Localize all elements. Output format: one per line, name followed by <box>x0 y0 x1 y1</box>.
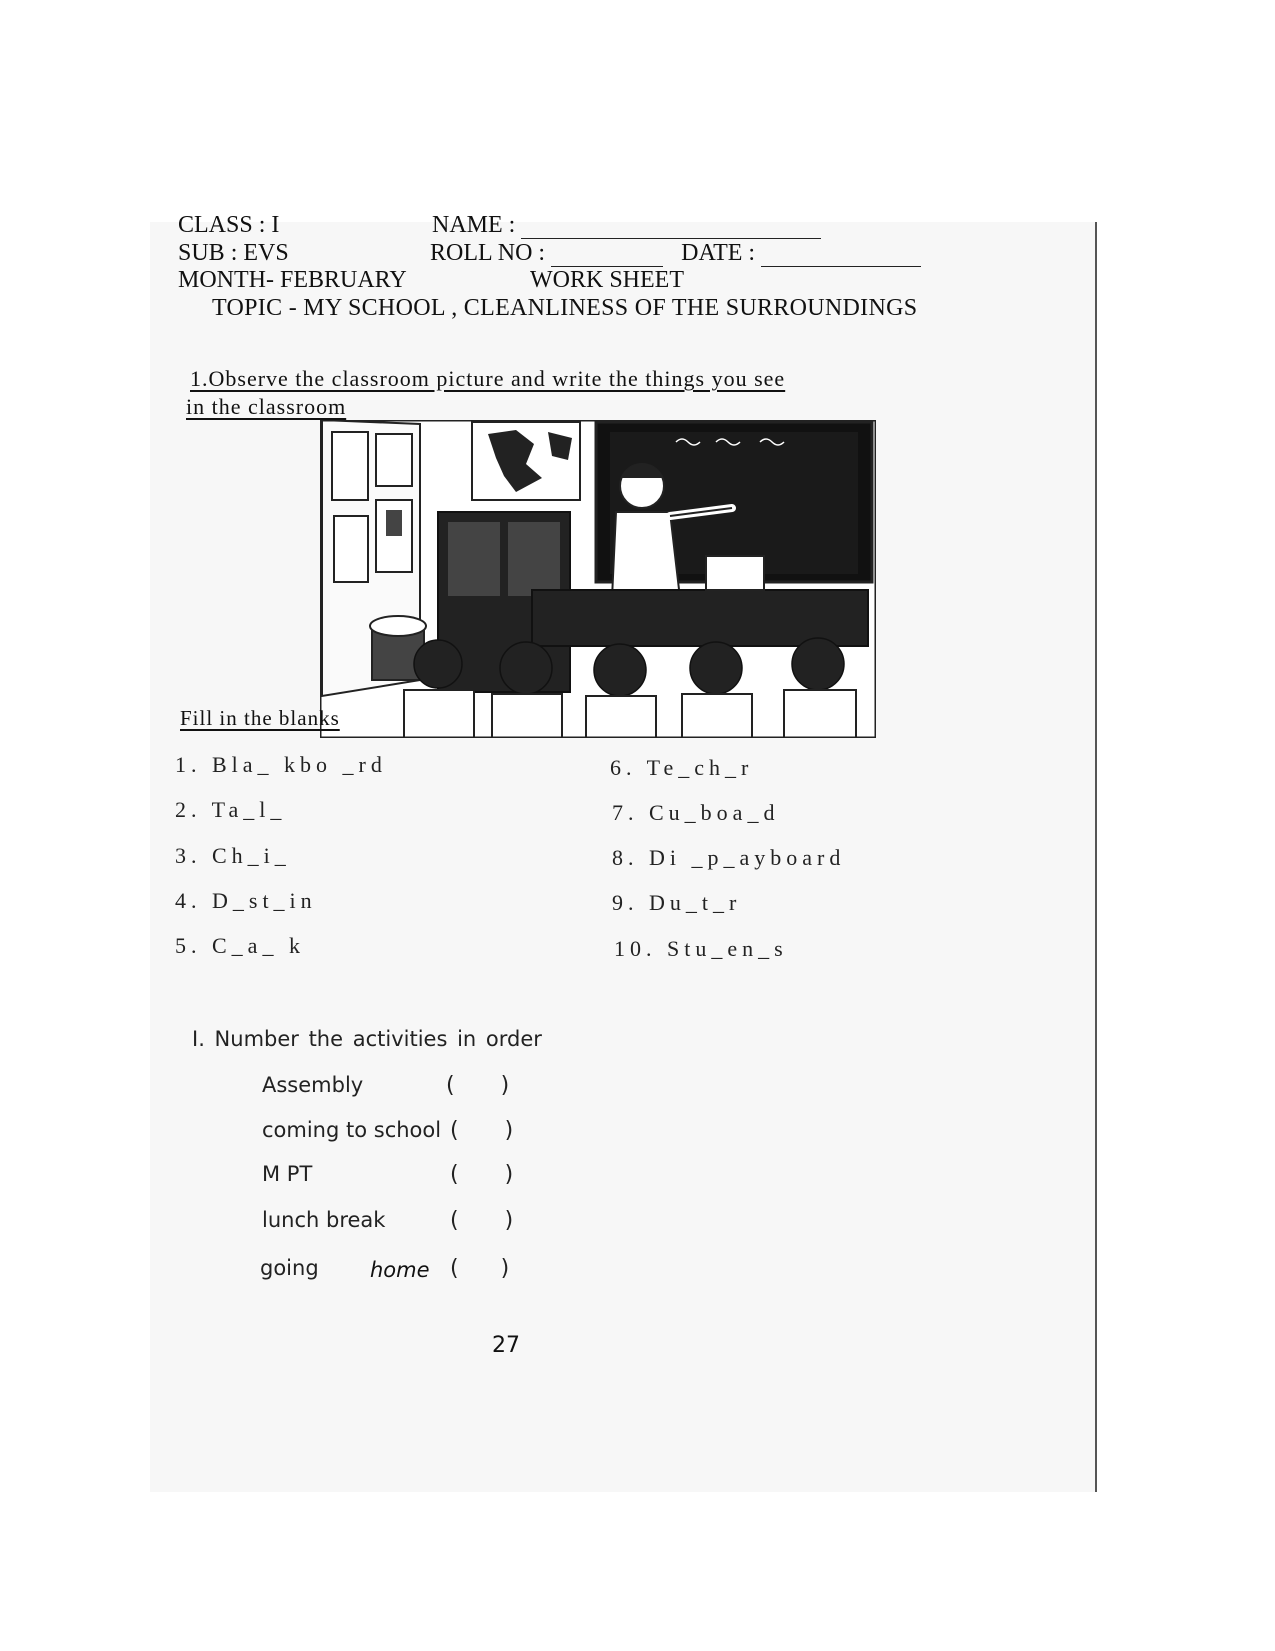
classroom-illustration <box>320 420 876 738</box>
activity-label: Assembly <box>262 1073 364 1097</box>
date-label-text: DATE : <box>681 240 756 266</box>
class-label: CLASS : I <box>178 212 280 238</box>
roll-blank[interactable] <box>551 244 663 267</box>
activity-label: coming to school <box>262 1118 442 1142</box>
paren-close: ) <box>500 1256 510 1281</box>
blank-item: 3. Ch_i_ <box>175 843 291 868</box>
answer-box[interactable] <box>450 1118 513 1143</box>
paren-close: ) <box>504 1208 514 1233</box>
name-label <box>432 212 821 239</box>
paren-open: ( <box>450 1162 459 1187</box>
worksheet-label: WORK SHEET <box>530 267 684 293</box>
answer-box[interactable] <box>446 1073 509 1098</box>
name-label-text: NAME : <box>432 212 516 238</box>
blank-item: 10. Stu_en_s <box>614 936 788 961</box>
paren-close: ) <box>504 1162 514 1187</box>
blank-item: 2. Ta_l_ <box>175 797 287 822</box>
handwritten-home: home <box>370 1258 430 1282</box>
question2-title: I. Number the activities in order <box>192 1027 542 1051</box>
blank-item: 8. Di _p_ayboard <box>612 845 846 870</box>
page-number: 27 <box>492 1333 520 1358</box>
blank-item: 7. Cu_boa_d <box>612 800 780 825</box>
blank-item: 6. Te_ch_r <box>610 755 754 780</box>
question1-title-line2: in the classroom <box>186 394 347 419</box>
fill-blanks-heading: Fill in the blanks <box>180 706 340 730</box>
blank-item: 9. Du_t_r <box>612 890 742 915</box>
activity-label: lunch break <box>262 1208 386 1232</box>
subject-label: SUB : EVS <box>178 240 289 266</box>
paren-close: ) <box>504 1118 514 1143</box>
date-blank[interactable] <box>761 244 921 267</box>
name-blank[interactable] <box>521 216 821 239</box>
topic-heading: TOPIC - MY SCHOOL , CLEANLINESS OF THE SURROUNDINGS <box>212 295 918 321</box>
answer-box[interactable] <box>450 1162 513 1187</box>
blank-item: 1. Bla_ kbo _rd <box>175 752 387 777</box>
activity-label: going <box>260 1256 319 1280</box>
blank-item: 5. C_a_ k <box>175 933 305 958</box>
roll-label-text: ROLL NO : <box>430 240 546 266</box>
blank-item: 4. D_st_in <box>175 888 317 913</box>
paren-open: ( <box>450 1208 459 1233</box>
activity-label: M PT <box>262 1162 313 1186</box>
paren-open: ( <box>450 1256 459 1281</box>
month-label: MONTH- FEBRUARY <box>178 267 407 293</box>
roll-label <box>430 240 921 267</box>
paren-open: ( <box>450 1118 459 1143</box>
paren-open: ( <box>446 1073 455 1098</box>
paren-close: ) <box>500 1073 510 1098</box>
answer-box[interactable] <box>450 1208 513 1233</box>
question1-title-line1: 1.Observe the classroom picture and write the things you see <box>190 366 786 391</box>
answer-box[interactable] <box>450 1256 509 1281</box>
